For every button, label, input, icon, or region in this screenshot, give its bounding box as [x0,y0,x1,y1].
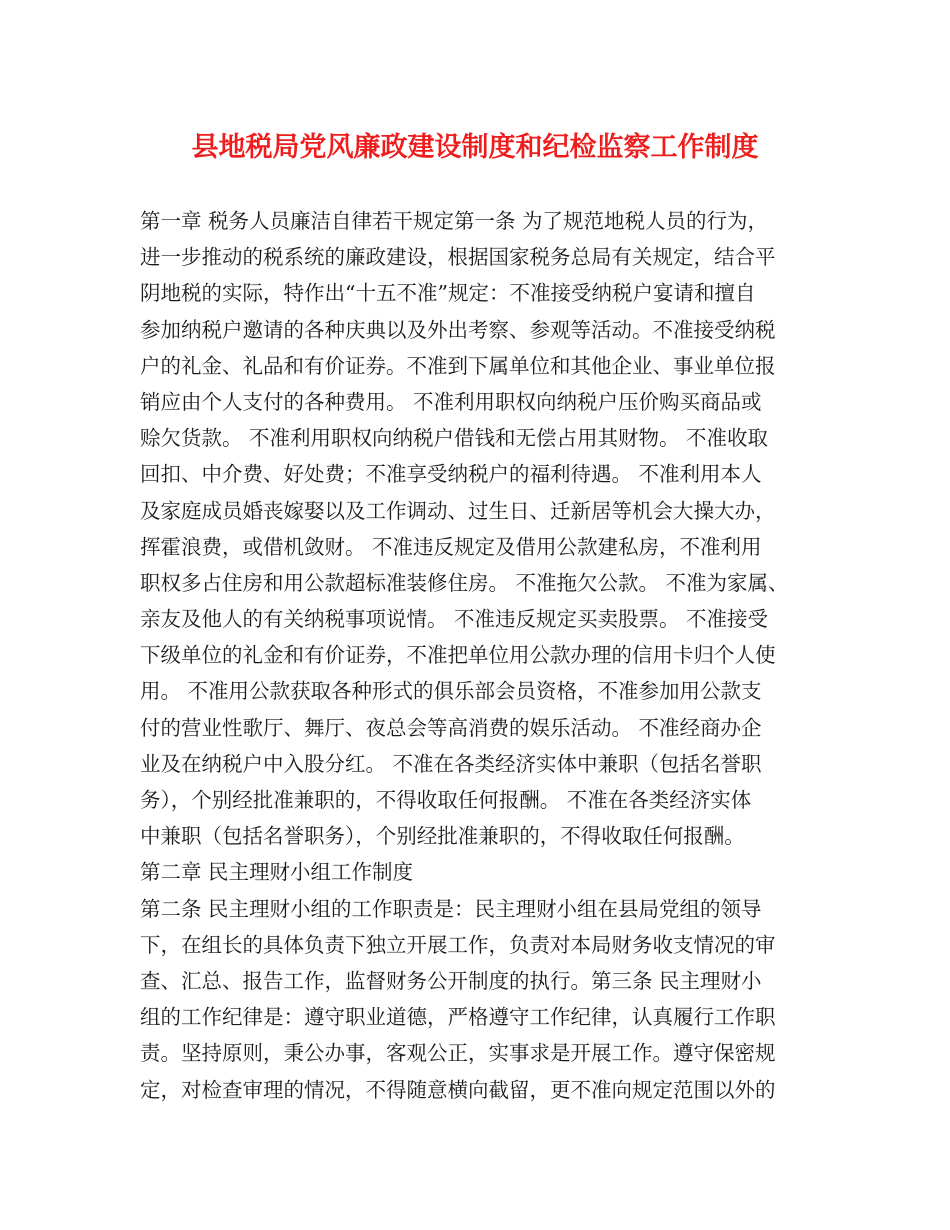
body-line: 亲友及他人的有关纳税事项说情。 不准违反规定买卖股票。 不准接受 [140,607,769,632]
document-title: 县地税局党风廉政建设制度和纪检监察工作制度 [191,132,759,163]
body-line: 户的礼金、礼品和有价证券。不准到下属单位和其他企业、事业单位报 [140,353,776,378]
body-line: 用。 不准用公款获取各种形式的俱乐部会员资格，不准参加用公款支 [140,679,762,704]
body-line: 第二章 民主理财小组工作制度 [140,860,414,885]
body-line: 查、汇总、报告工作，监督财务公开制度的执行。第三条 民主理财小 [140,968,762,993]
body-line: 进一步推动的税系统的廉政建设，根据国家税务总局有关规定，结合平 [140,245,776,270]
body-line: 赊欠货款。 不准利用职权向纳税户借钱和无偿占用其财物。 不准收取 [140,426,769,451]
body-line: 业及在纳税户中入股分红。 不准在各类经济实体中兼职（包括名誉职 [140,751,762,776]
body-line: 回扣、中介费、好处费；不准享受纳税户的福利待遇。 不准利用本人 [140,462,762,487]
body-line: 付的营业性歌厅、舞厅、夜总会等高消费的娱乐活动。 不准经商办企 [140,715,762,740]
body-line: 定，对检查审理的情况，不得随意横向截留，更不准向规定范围以外的 [140,1077,776,1102]
body-line: 挥霍浪费，或借机敛财。 不准违反规定及借用公款建私房，不准利用 [140,534,762,559]
body-line: 务），个别经批准兼职的，不得收取任何报酬。 不准在各类经济实体 [140,788,752,812]
body-line: 责。坚持原则，秉公办事，客观公正，实事求是开展工作。遵守保密规 [140,1041,776,1066]
body-line: 参加纳税户邀请的各种庆典以及外出考察、参观等活动。不准接受纳税 [140,317,776,342]
body-line: 第二条 民主理财小组的工作职责是：民主理财小组在县局党组的领导 [140,896,762,921]
body-line: 销应由个人支付的各种费用。 不准利用职权向纳税户压价购买商品或 [140,389,762,414]
document-body [140,203,820,1108]
body-line: 组的工作纪律是：遵守职业道德，严格遵守工作纪律，认真履行工作职 [140,1005,776,1030]
body-line: 第一章 税务人员廉洁自律若干规定第一条 为了规范地税人员的行为， [140,209,769,233]
body-line: 下级单位的礼金和有价证券，不准把单位用公款办理的信用卡归个人使 [140,643,776,668]
body-line: 及家庭成员婚丧嫁娶以及工作调动、过生日、迁新居等机会大操大办， [140,498,776,523]
body-line: 下，在组长的具体负责下独立开展工作，负责对本局财务收支情况的审 [140,932,776,957]
body-line: 阴地税的实际，特作出“十五不准”规定：不准接受纳税户宴请和擅自 [140,281,756,306]
body-line: 职权多占住房和用公款超标准装修住房。 不准拖欠公款。 不准为家属、 [140,570,789,595]
body-line: 中兼职（包括名誉职务），个别经批准兼职的，不得收取任何报酬。 [140,824,745,849]
